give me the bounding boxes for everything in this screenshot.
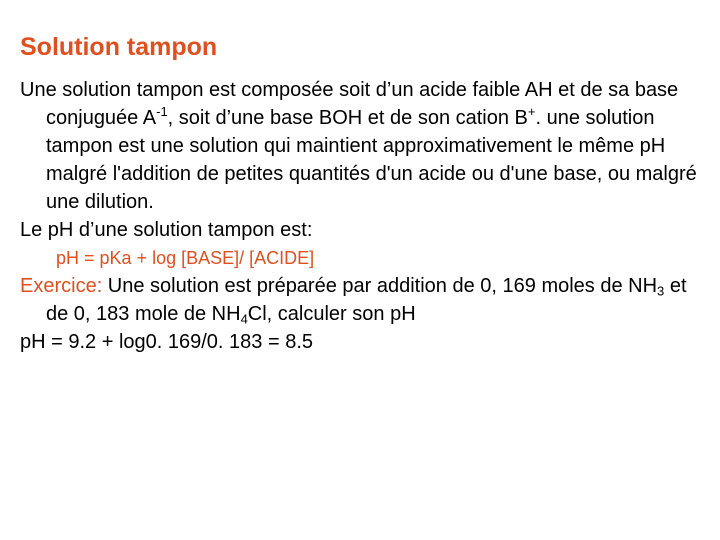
result-line: pH = 9.2 + log0. 169/0. 183 = 8.5	[20, 331, 314, 353]
exercise-label: Exercice:	[20, 275, 103, 297]
exercise-paragraph	[20, 272, 710, 328]
exercise-text-2: et de 0, 183 mole de NH	[46, 275, 687, 325]
definition-text-2: , soit d’une base BOH et de son cation B	[167, 107, 528, 129]
slide-body	[20, 76, 710, 356]
slide-title: Solution tampon	[20, 33, 218, 61]
exercise-text-3: Cl, calculer son pH	[247, 303, 416, 325]
definition-sup-1: -1	[156, 104, 168, 120]
definition-text-1: Une solution tampon est composée soit d’un acide faible AH et de sa base conjuguée A	[20, 79, 679, 129]
ph-intro-paragraph: Le pH d’une solution tampon est:	[20, 219, 313, 241]
exercise-text-1: Une solution est préparée par addition de 0, 169 moles de NH	[102, 275, 658, 297]
definition-paragraph	[20, 76, 710, 216]
definition-text-3: . une solution tampon est une solution qui maintient approximativement le même pH malgré l'addition de petites quantités d'un acide ou d'une base, ou malgré une dilution.	[46, 107, 697, 213]
ph-formula: pH = pKa + log [BASE]/ [ACIDE]	[56, 248, 315, 268]
exercise-sub-1: 3	[657, 283, 665, 299]
definition-sup-2: +	[527, 104, 536, 120]
exercise-sub-2: 4	[240, 311, 248, 327]
